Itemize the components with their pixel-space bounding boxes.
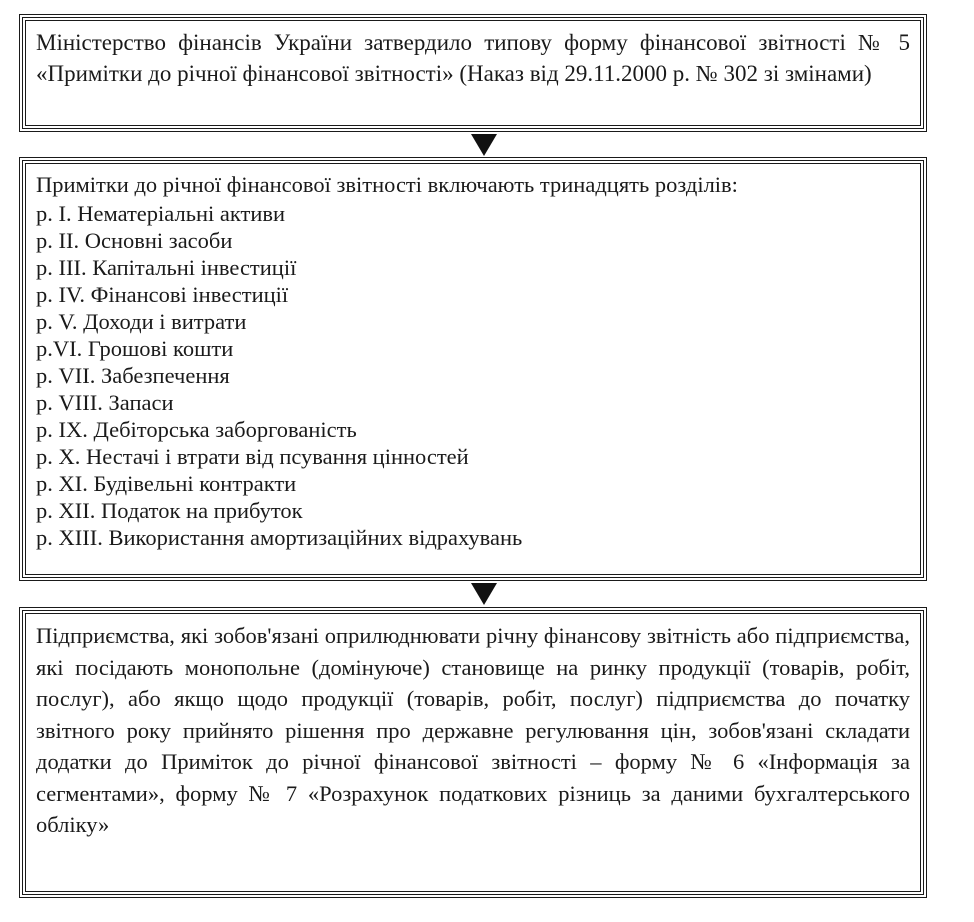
section-item-9: р. IX. Дебіторська заборгованість — [36, 417, 357, 442]
section-item-1: р. I. Нематеріальні активи — [36, 201, 286, 226]
enterprises-text: Підприємства, які зобов'язані оприлюднювати річну фінансову звітність або підприємства, які посідають монопольне (домінуюче) становище на ринку продукції (товарів, робіт, послуг), або якщо щодо продукції (товарів, робіт, послуг) підприємства до початку звітного року прийнято рішення про державне регулювання цін, зобов'язані складати додатки до Приміток до річної фінансової звітності – форму № 6 «Інформація за сегментами», форму № 7 «Розрахунок податкових різниць за даними бухгалтерського обліку» — [36, 623, 910, 837]
section-item-11: р. XI. Будівельні контракти — [36, 471, 297, 496]
sections-intro: Примітки до річної фінансової звітності включають тринадцять розділів: — [36, 172, 738, 197]
section-item-12: р. XII. Податок на прибуток — [36, 498, 303, 523]
section-item-2: р. II. Основні засоби — [36, 228, 233, 253]
section-item-13: р. XIII. Використання амортизаційних відрахувань — [36, 525, 523, 550]
sections-list — [36, 200, 910, 551]
section-item-8: р. VIII. Запаси — [36, 390, 174, 415]
down-arrow-icon — [471, 583, 497, 605]
section-item-6: р.VI. Грошові кошти — [36, 336, 234, 361]
box-order-info — [22, 17, 924, 129]
section-item-3: р. III. Капітальні інвестиції — [36, 255, 297, 280]
box-sections — [22, 160, 924, 578]
section-item-4: р. IV. Фінансові інвестиції — [36, 282, 289, 307]
section-item-10: р. X. Нестачі і втрати від псування цінностей — [36, 444, 469, 469]
section-item-5: р. V. Доходи і витрати — [36, 309, 247, 334]
down-arrow-icon — [471, 134, 497, 156]
section-item-7: р. VII. Забезпечення — [36, 363, 230, 388]
order-info-text: Міністерство фінансів України затвердило типову форму фінансової звітності № 5 «Примітки до річної фінансової звітності» (Наказ від 29.11.2000 р. № 302 зі змінами) — [36, 30, 910, 86]
box-enterprises — [22, 610, 924, 895]
